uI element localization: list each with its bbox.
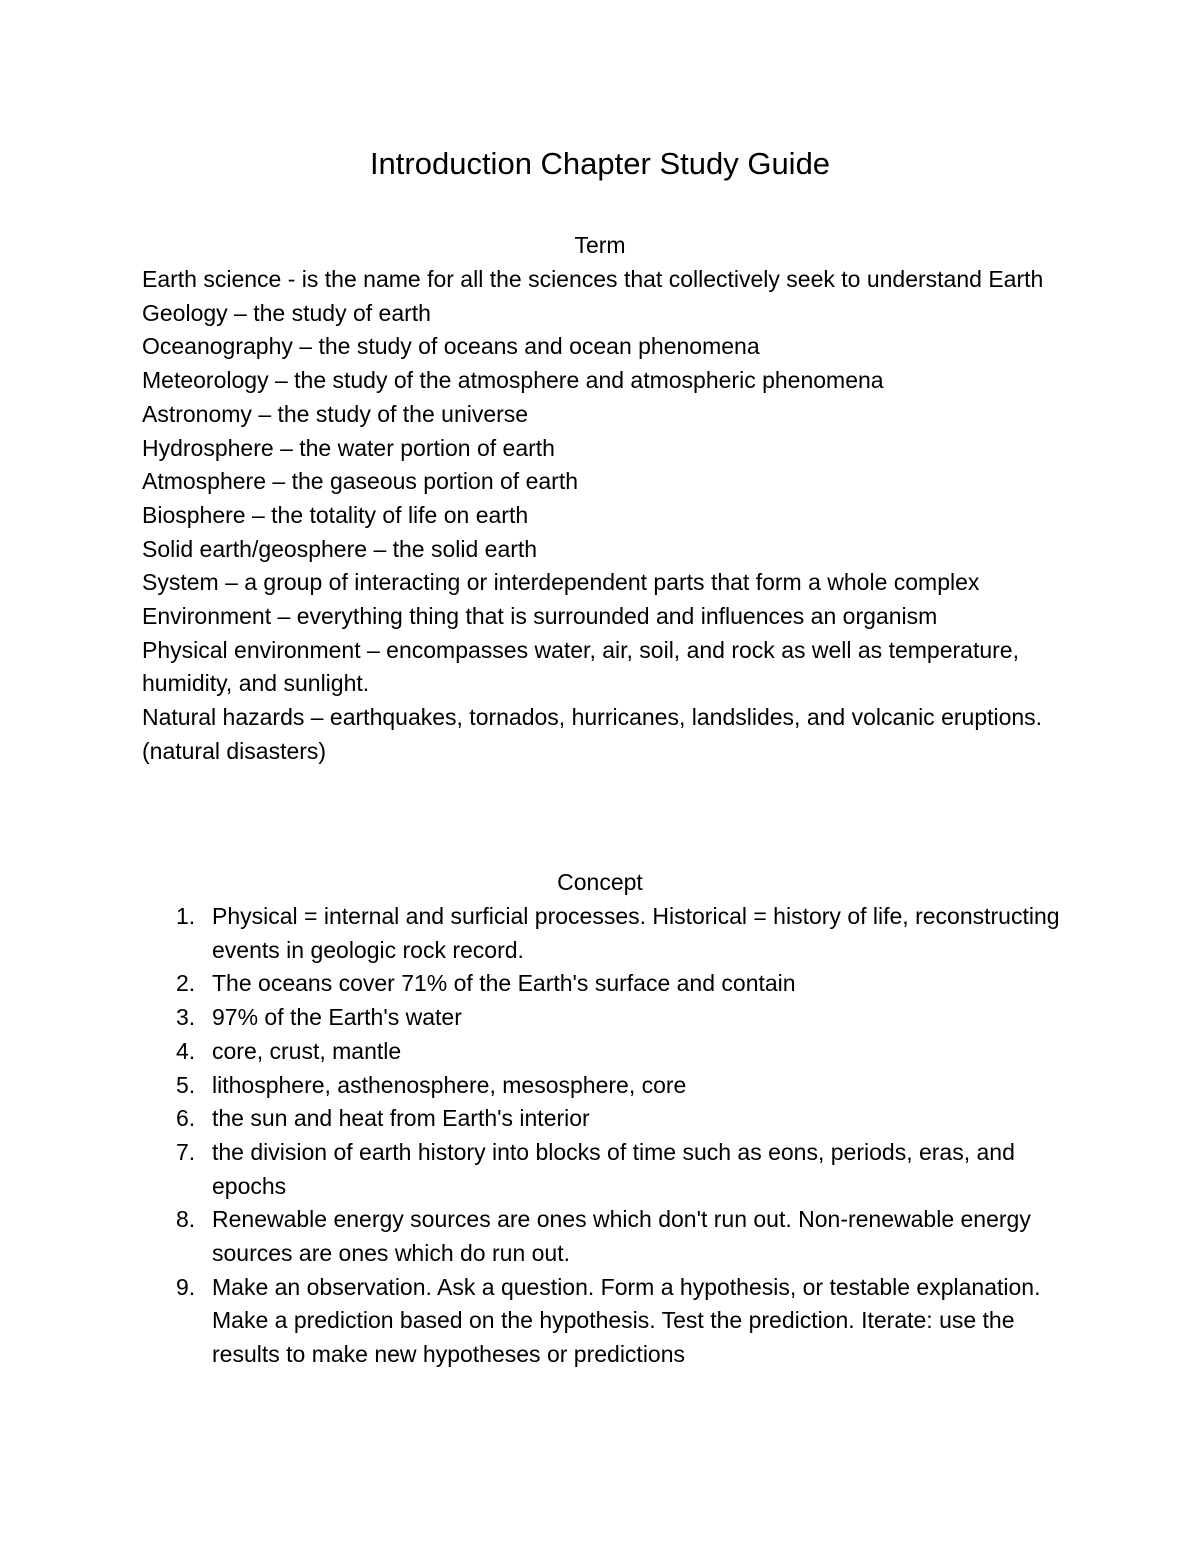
concept-text: the division of earth history into blocks of time such as eons, periods, eras, and epochs [212, 1138, 1015, 1199]
concept-item [142, 900, 1062, 967]
term-item: Oceanography – the study of oceans and ocean phenomena [142, 333, 760, 360]
concept-text: lithosphere, asthenosphere, mesosphere, core [212, 1071, 687, 1098]
term-item: System – a group of interacting or interdependent parts that form a whole complex [142, 569, 980, 596]
term-item: Geology – the study of earth [142, 299, 431, 326]
document-title: Introduction Chapter Study Guide [369, 146, 831, 181]
concept-text: 97% of the Earth's water [212, 1004, 462, 1031]
term-item: Solid earth/geosphere – the solid earth [142, 535, 538, 562]
concept-text: Physical = internal and surficial processes. Historical = history of life, reconstructing events in geologic rock record. [212, 903, 1060, 963]
concept-text: The oceans cover 71% of the Earth's surface and contain [212, 970, 796, 997]
concept-text: the sun and heat from Earth's interior [212, 1105, 590, 1132]
concept-number: 6. [176, 1105, 196, 1132]
concept-number: 2. [176, 970, 196, 997]
concept-number: 1. [176, 903, 196, 929]
concept-item [142, 1069, 1062, 1103]
term-item: Physical environment – encompasses water, air, soil, and rock as well as temperature, humidity, and sunlight. [142, 636, 1019, 697]
term-item: Earth science - is the name for all the sciences that collectively seek to understand Earth [142, 266, 1044, 292]
term-item: Hydrosphere – the water portion of earth [142, 434, 555, 461]
concept-number: 5. [176, 1071, 196, 1098]
term-list [142, 263, 1062, 769]
term-heading: Term [574, 232, 626, 258]
term-item: Astronomy – the study of the universe [142, 400, 529, 427]
concept-item [142, 967, 1062, 1001]
concept-number: 7. [176, 1138, 196, 1165]
concept-text: Make an observation. Ask a question. Form a hypothesis, or testable explanation. Make a prediction based on the hypothesis. Test the prediction. Iterate: use the results to make new hypotheses or predictions [212, 1273, 1041, 1368]
term-item: Atmosphere – the gaseous portion of earth [142, 468, 579, 495]
concept-number: 8. [176, 1206, 196, 1233]
concept-heading: Concept [557, 869, 643, 895]
concept-item [142, 1035, 1062, 1069]
concept-item [142, 1001, 1062, 1035]
concept-item [142, 1102, 1062, 1136]
concept-number: 9. [176, 1273, 196, 1300]
concept-text: core, crust, mantle [212, 1037, 402, 1064]
term-item: Environment – everything thing that is surrounded and influences an organism [142, 603, 938, 630]
concept-text: Renewable energy sources are ones which don't run out. Non-renewable energy sources are ones which do run out. [212, 1206, 1031, 1267]
concept-item [142, 1271, 1062, 1372]
concept-number: 4. [176, 1037, 196, 1064]
term-item: Natural hazards – earthquakes, tornados, hurricanes, landslides, and volcanic eruptions. (natural disasters) [142, 704, 1043, 764]
concept-number: 3. [176, 1004, 196, 1031]
concept-item [142, 1203, 1062, 1270]
term-item: Biosphere – the totality of life on earth [142, 501, 529, 528]
concept-item [142, 1136, 1062, 1203]
concept-list [142, 900, 1062, 1372]
term-item: Meteorology – the study of the atmosphere and atmospheric phenomena [142, 367, 884, 394]
